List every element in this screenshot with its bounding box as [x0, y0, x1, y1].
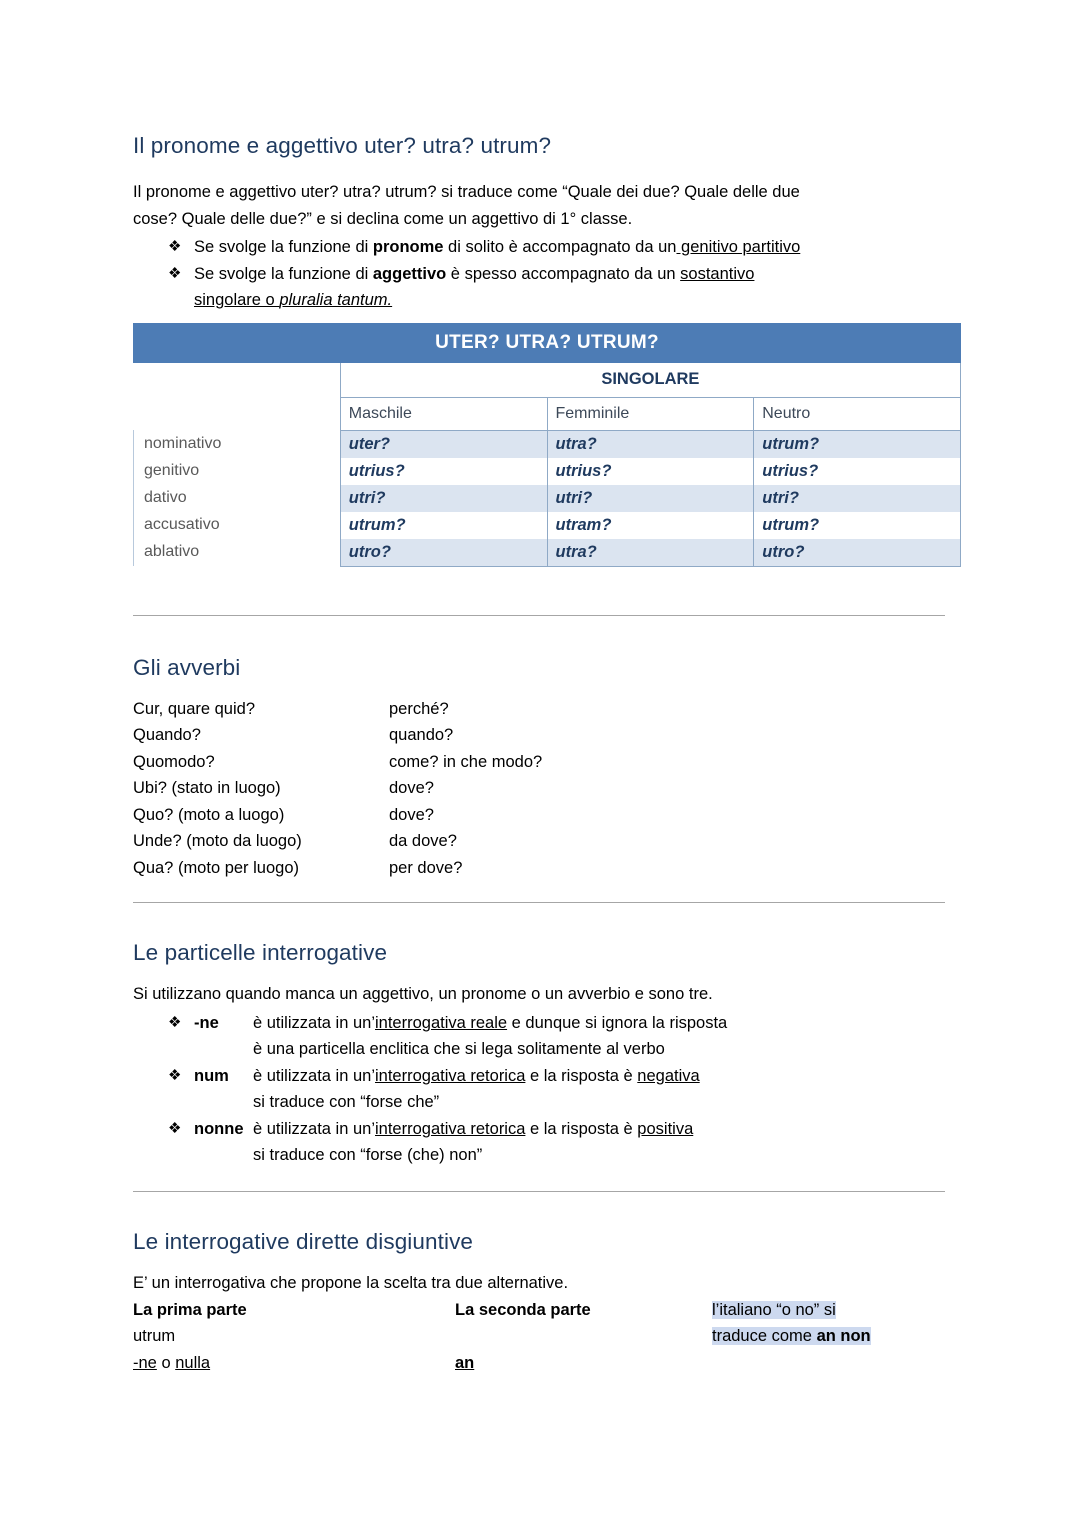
heading-interrogative-disgiuntive: Le interrogative dirette disgiuntive: [133, 1228, 474, 1254]
adverb-italian: dove?: [389, 805, 434, 824]
particle-description: [253, 1063, 945, 1090]
uter-declension-table: [133, 323, 961, 567]
adverb-italian: da dove?: [389, 832, 457, 851]
heading-particelle-interrogative: Le particelle interrogative: [133, 940, 388, 966]
uter-bullet-aggettivo: [133, 261, 945, 288]
cell-neutro: utrius?: [754, 458, 961, 485]
cell-neutro: utrum?: [754, 430, 961, 458]
adverb-row: [133, 722, 945, 749]
bullet-pronome-underlined: genitivo partitivo: [676, 238, 801, 257]
disgiuntive-col2-particle: [455, 1350, 712, 1377]
case-label: nominativo: [134, 430, 341, 458]
table-columnheader-row: [134, 397, 961, 430]
table-row: [134, 485, 961, 512]
table-row: [134, 539, 961, 567]
disgiuntive-row-2: [133, 1323, 945, 1350]
table-banner-title: UTER? UTRA? UTRUM?: [134, 323, 961, 362]
adverb-italian: perché?: [389, 699, 449, 718]
table-banner-row: [134, 323, 961, 362]
cell-femminile: utra?: [547, 430, 754, 458]
disgiuntive-col1-value: utrum: [133, 1327, 176, 1345]
uter-intro-line2: cose? Quale delle due?” e si declina come un aggettivo di 1° classe.: [133, 209, 633, 228]
particle-subline: è una particella enclitica che si lega solitamente al verbo: [253, 1040, 665, 1059]
disgiuntive-note-line1: [712, 1297, 945, 1324]
heading-uter-pronome: Il pronome e aggettivo uter? utra? utrum?: [133, 133, 552, 158]
adverb-row: [133, 828, 945, 855]
adverb-latin: Cur, quare quid?: [133, 699, 256, 718]
cell-neutro: utri?: [754, 485, 961, 512]
table-header-neutro: Neutro: [754, 397, 961, 430]
cell-femminile: utrius?: [547, 458, 754, 485]
adverb-row: [133, 696, 945, 723]
bullet-aggettivo-pre: Se svolge la funzione di: [194, 264, 373, 283]
cell-neutro: utro?: [754, 539, 961, 567]
bullet-aggettivo-underlined: sostantivo: [680, 264, 755, 283]
disgiuntive-row-3: [133, 1350, 945, 1377]
adverb-latin: Ubi? (stato in luogo): [133, 779, 281, 798]
adverb-row: [133, 855, 945, 882]
document-page: [133, 0, 945, 1376]
bullet-aggettivo-keyword: aggettivo: [372, 264, 447, 283]
desc-post: e la risposta è: [525, 1119, 638, 1138]
note-highlight-line2: [712, 1327, 871, 1345]
case-label: accusativo: [134, 512, 341, 539]
heading-gli-avverbi: Gli avverbi: [133, 654, 241, 680]
particle-term: -ne: [194, 1013, 219, 1032]
particle-row-ne: [133, 1010, 945, 1037]
cell-maschile: utrius?: [340, 458, 547, 485]
adverb-latin: Quo? (moto a luogo): [133, 805, 285, 824]
desc-underlined-2: positiva: [637, 1119, 694, 1138]
bullet-aggettivo-post: è spesso accompagnato da un: [446, 264, 681, 283]
table-row: [134, 430, 961, 458]
case-label: dativo: [134, 485, 341, 512]
diamond-bullet-icon: ❖: [168, 1119, 182, 1137]
adverb-italian: quando?: [389, 726, 454, 745]
desc-underlined: interrogativa reale: [375, 1013, 508, 1032]
adverb-row: [133, 775, 945, 802]
particle-subline: si traduce con “forse (che) non”: [253, 1146, 483, 1165]
bullet-pronome-keyword: pronome: [372, 238, 444, 257]
table-header-femminile: Femminile: [547, 397, 754, 430]
disgiuntive-header-row: [133, 1297, 945, 1324]
table-group-row: [134, 362, 961, 397]
cell-maschile: uter?: [340, 430, 547, 458]
adverb-italian: dove?: [389, 779, 434, 798]
adverb-row: [133, 749, 945, 776]
disgiuntive-intro: E’ un interrogativa che propone la scelta tra due alternative.: [133, 1274, 569, 1292]
bullet-pronome-post: di solito è accompagnato da un: [443, 238, 677, 257]
particle-description: [253, 1010, 945, 1037]
diamond-bullet-icon: ❖: [168, 238, 182, 256]
particle-description: [253, 1116, 945, 1143]
particle-conjunction: o: [156, 1353, 176, 1372]
desc-pre: è utilizzata in un’: [253, 1066, 375, 1085]
disgiuntive-col1-particles: [133, 1350, 455, 1377]
particle-an: an: [455, 1353, 475, 1372]
adverb-italian: come? in che modo?: [389, 752, 543, 771]
adverbs-list: [133, 696, 945, 882]
table-row: [134, 512, 961, 539]
table-corner-blank-2: [134, 397, 341, 430]
desc-pre: è utilizzata in un’: [253, 1013, 375, 1032]
table-corner-blank: [134, 362, 341, 397]
cell-neutro: utrum?: [754, 512, 961, 539]
adverb-latin: Unde? (moto da luogo): [133, 832, 302, 851]
diamond-bullet-icon: ❖: [168, 264, 182, 282]
desc-post: e dunque si ignora la risposta: [507, 1013, 728, 1032]
disgiuntive-col3-empty: [712, 1350, 945, 1377]
desc-underlined: interrogativa retorica: [375, 1119, 526, 1138]
disgiuntive-note-line2: [712, 1323, 945, 1350]
uter-bullet-pronome: [133, 234, 945, 261]
uter-bullet-aggettivo-continuation: [194, 287, 945, 314]
note-bold: an non: [816, 1327, 871, 1345]
particle-row-nonne: [133, 1116, 945, 1143]
case-label: genitivo: [134, 458, 341, 485]
particle-subline: si traduce con “forse che”: [253, 1093, 440, 1112]
desc-underlined: interrogativa retorica: [375, 1066, 526, 1085]
adverb-latin: Quomodo?: [133, 752, 215, 771]
case-label: ablativo: [134, 539, 341, 567]
particelle-intro: Si utilizzano quando manca un aggettivo, un pronome o un avverbio e sono tre.: [133, 985, 713, 1004]
cell-femminile: utra?: [547, 539, 754, 567]
bullet-pronome-pre: Se svolge la funzione di: [194, 238, 373, 257]
table-group-header: SINGOLARE: [340, 362, 960, 397]
diamond-bullet-icon: ❖: [168, 1013, 182, 1031]
adverb-latin: Quando?: [133, 726, 201, 745]
continuation-italic: pluralia tantum.: [279, 291, 393, 310]
adverb-italian: per dove?: [389, 858, 463, 877]
uter-intro-paragraph: [133, 179, 945, 232]
table-row: [134, 458, 961, 485]
particle-row-num: [133, 1063, 945, 1090]
continuation-plain: singolare o: [194, 291, 280, 310]
note-pre: traduce come: [712, 1327, 817, 1345]
cell-maschile: utro?: [340, 539, 547, 567]
uter-bullet-aggettivo-text: [194, 261, 945, 288]
cell-maschile: utri?: [340, 485, 547, 512]
cell-femminile: utri?: [547, 485, 754, 512]
adverb-latin: Qua? (moto per luogo): [133, 858, 300, 877]
adverb-row: [133, 802, 945, 829]
desc-pre: è utilizzata in un’: [253, 1119, 375, 1138]
desc-post: e la risposta è: [525, 1066, 638, 1085]
diamond-bullet-icon: ❖: [168, 1066, 182, 1084]
uter-bullet-pronome-text: [194, 234, 945, 261]
particle-term: nonne: [194, 1119, 244, 1138]
note-highlight-line1: l’italiano “o no” si: [712, 1300, 836, 1319]
desc-underlined-2: negativa: [637, 1066, 700, 1085]
uter-intro-line1: Il pronome e aggettivo uter? utra? utrum? si traduce come “Quale dei due? Quale delle due: [133, 183, 800, 202]
particle-term: num: [194, 1066, 229, 1085]
disgiuntive-col1-header: La prima parte: [133, 1300, 247, 1319]
disgiuntive-col2-header: La seconda parte: [455, 1300, 591, 1319]
cell-maschile: utrum?: [340, 512, 547, 539]
cell-femminile: utram?: [547, 512, 754, 539]
particle-ne: -ne: [133, 1353, 157, 1372]
particle-nulla: nulla: [175, 1353, 211, 1372]
disgiuntive-col2-empty: [455, 1323, 712, 1350]
table-header-maschile: Maschile: [340, 397, 547, 430]
